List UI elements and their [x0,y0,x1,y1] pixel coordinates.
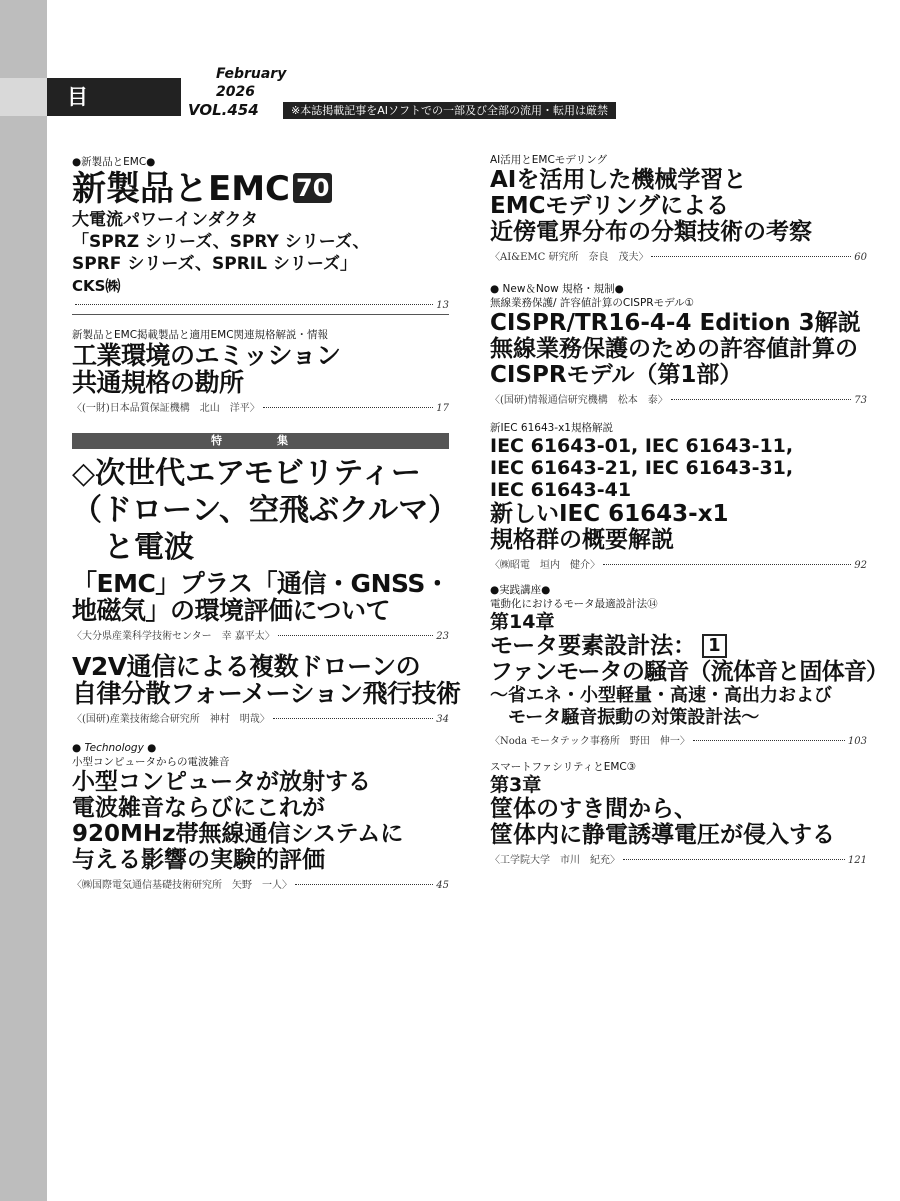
page-number: 92 [854,560,867,571]
entry-title-line-4: 新しいIEC 61643-x1 [490,501,729,527]
issue-year: 2026 [216,84,255,100]
leader-dots [263,407,433,408]
toc-entry-ai-emc-modeling[interactable] [490,153,867,263]
author-line [490,248,867,263]
chapter-label: 第3章 [490,774,542,796]
special-feature-bar: 特 集 [72,433,449,449]
author-name: 〈(国研)産業技術総合研究所 神村 明哉〉 [72,714,270,725]
feature-title-line-3: と電波 [104,530,194,565]
author-line [72,710,449,725]
entry-category: AI活用とEMCモデリング [490,154,608,166]
entry-subcategory: 小型コンピュータからの電波雑音 [72,756,230,768]
page-number: 13 [436,300,449,311]
issue-volume: VOL.454 [188,101,259,119]
entry-category: ● Technology ● [72,742,157,754]
entry-title-line-2: 無線業務保護のための許容値計算の [490,336,858,362]
leader-dots [273,718,433,719]
part-number-box: 1 [702,634,727,658]
page-number: 60 [854,252,867,263]
toc-entry-iec-61643[interactable] [490,421,867,571]
entry-subcategory: 電動化におけるモータ最適設計法⑭ [490,598,658,610]
leader-dots [651,256,851,257]
page-number: 103 [847,736,867,747]
author-line [490,391,867,406]
entry-category: ●新製品とEMC● [72,156,156,168]
toc-entry-emission-standards[interactable] [72,328,449,414]
entry-title-line-2: 筐体内に静電誘導電圧が侵入する [490,822,835,848]
entry-title-line-2: 地磁気」の環境評価について [72,596,391,625]
series-number-badge: 70 [293,173,332,203]
leader-dots [603,564,851,565]
feature-heading [72,455,459,566]
entry-title-line-1: AIを活用した機械学習と [490,167,747,193]
author-line [72,399,449,414]
author-name: 〈大分県産業科学技術センター 幸 嘉平太〉 [72,631,275,642]
page-number: 17 [436,403,449,414]
entry-subtitle-1: 大電流パワーインダクタ [72,210,258,230]
entry-title-line-2: 電波雑音ならびにこれが [72,795,325,821]
entry-title-line-4: 与える影響の実験的評価 [72,847,325,873]
author-name: 〈(一財)日本品質保証機構 北山 洋平〉 [72,403,260,414]
entry-category: 新製品とEMC掲載製品と適用EMC関連規格解説・情報 [72,329,329,341]
entry-title-text: 新製品とEMC [72,169,291,209]
entry-title-line-3: 近傍電界分布の分類技術の考察 [490,219,812,245]
author-name: 〈AI&EMC 研究所 奈良 茂夫〉 [490,252,649,263]
entry-title-line-1: V2V通信による複数ドローンの [72,652,421,681]
entry-category: スマートファシリティとEMC③ [490,761,637,773]
leader-dots [623,859,845,860]
entry-title-line-1: CISPR/TR16-4-4 Edition 3解説 [490,310,861,336]
page-number: 34 [436,714,449,725]
entry-title-line-1: 小型コンピュータが放射する [72,769,371,795]
entry-title-line-1 [490,633,867,659]
toc-entry-motor-design[interactable] [490,583,889,747]
author-line [72,876,449,891]
leader-dots [295,884,433,885]
page-number: 121 [847,855,867,866]
side-tab-notch [0,78,47,116]
entry-title-line-3: IEC 61643-41 [490,479,632,501]
author-name: 〈㈱国際電気通信基礎技術研究所 矢野 一人〉 [72,880,292,891]
author-line [72,300,449,311]
leader-dots [278,635,433,636]
entry-title-line-2: IEC 61643-21, IEC 61643-31, [490,457,794,479]
entry-category: ● New＆Now 規格・規制● [490,283,624,295]
author-name: 〈㈱昭電 垣内 健介〉 [490,560,600,571]
entry-subtitle-3: SPRF シリーズ、SPRIL シリーズ」 [72,254,358,274]
entry-title-line-1: 「EMC」プラス「通信・GNSS・ [72,569,450,598]
entry-title-line-1: 工業環境のエミッション [72,341,341,370]
issue-month: February [216,66,287,82]
toc-entry-cispr-model[interactable] [490,282,867,406]
author-line [490,556,867,571]
copyright-notice: ※本誌掲載記事をAIソフトでの一部及び全部の流用・転用は厳禁 [283,102,616,119]
entry-subtitle-2: 「SPRZ シリーズ、SPRY シリーズ、 [72,232,370,252]
toc-entry-new-products[interactable] [72,155,449,315]
toc-entry-v2v-drone[interactable] [72,652,461,725]
entry-title [72,169,449,209]
entry-subcategory: 無線業務保護/ 許容値計算のCISPRモデル① [490,297,694,309]
entry-title-line-2: 自律分散フォーメーション飛行技術 [72,679,461,708]
author-line [72,627,449,642]
entry-title-line-2: EMCモデリングによる [490,193,730,219]
page-number: 45 [436,880,449,891]
entry-category: 新IEC 61643-x1規格解説 [490,422,613,434]
entry-divider [72,314,449,315]
page-number: 73 [854,395,867,406]
entry-category: ●実践講座● [490,584,551,596]
entry-title-line-2: 共通規格の勘所 [72,368,244,397]
entry-title-line-3: CISPRモデル（第1部） [490,362,743,388]
toc-heading: 目 次 [47,78,181,116]
toc-entry-small-computer-noise[interactable] [72,741,449,891]
leader-dots [693,740,845,741]
entry-title-line-1: 筐体のすき間から、 [490,796,697,822]
author-name: 〈(国研)情報通信研究機構 松本 泰〉 [490,395,668,406]
leader-dots [671,399,851,400]
entry-title-line-2: ファンモータの騒音（流体音と固体音） [490,659,889,685]
leader-dots [75,304,433,305]
author-line [490,851,867,866]
author-name: 〈工学院大学 市川 紀充〉 [490,855,620,866]
side-margin-bar [0,0,47,1201]
toc-entry-smart-facility[interactable] [490,760,867,866]
author-name: 〈Noda モータテック事務所 野田 伸一〉 [490,736,690,747]
feature-title-line-1: ◇次世代エアモビリティー [72,456,421,491]
entry-subtitle-1: ～省エネ・小型軽量・高速・高出力および [490,685,832,706]
entry-subtitle-2: モータ騒音振動の対策設計法～ [508,707,760,728]
author-line [490,732,867,747]
chapter-label: 第14章 [490,611,555,633]
entry-title-line-1: IEC 61643-01, IEC 61643-11, [490,435,794,457]
toc-entry-emc-plus[interactable] [72,570,449,642]
feature-title-line-2: （ドローン、空飛ぶクルマ） [72,493,459,528]
page-number: 23 [436,631,449,642]
entry-company: CKS㈱ [72,277,121,295]
entry-title-text: モータ要素設計法： [490,633,697,659]
entry-title-line-3: 920MHz帯無線通信システムに [72,821,404,847]
entry-title-line-5: 規格群の概要解説 [490,527,674,553]
